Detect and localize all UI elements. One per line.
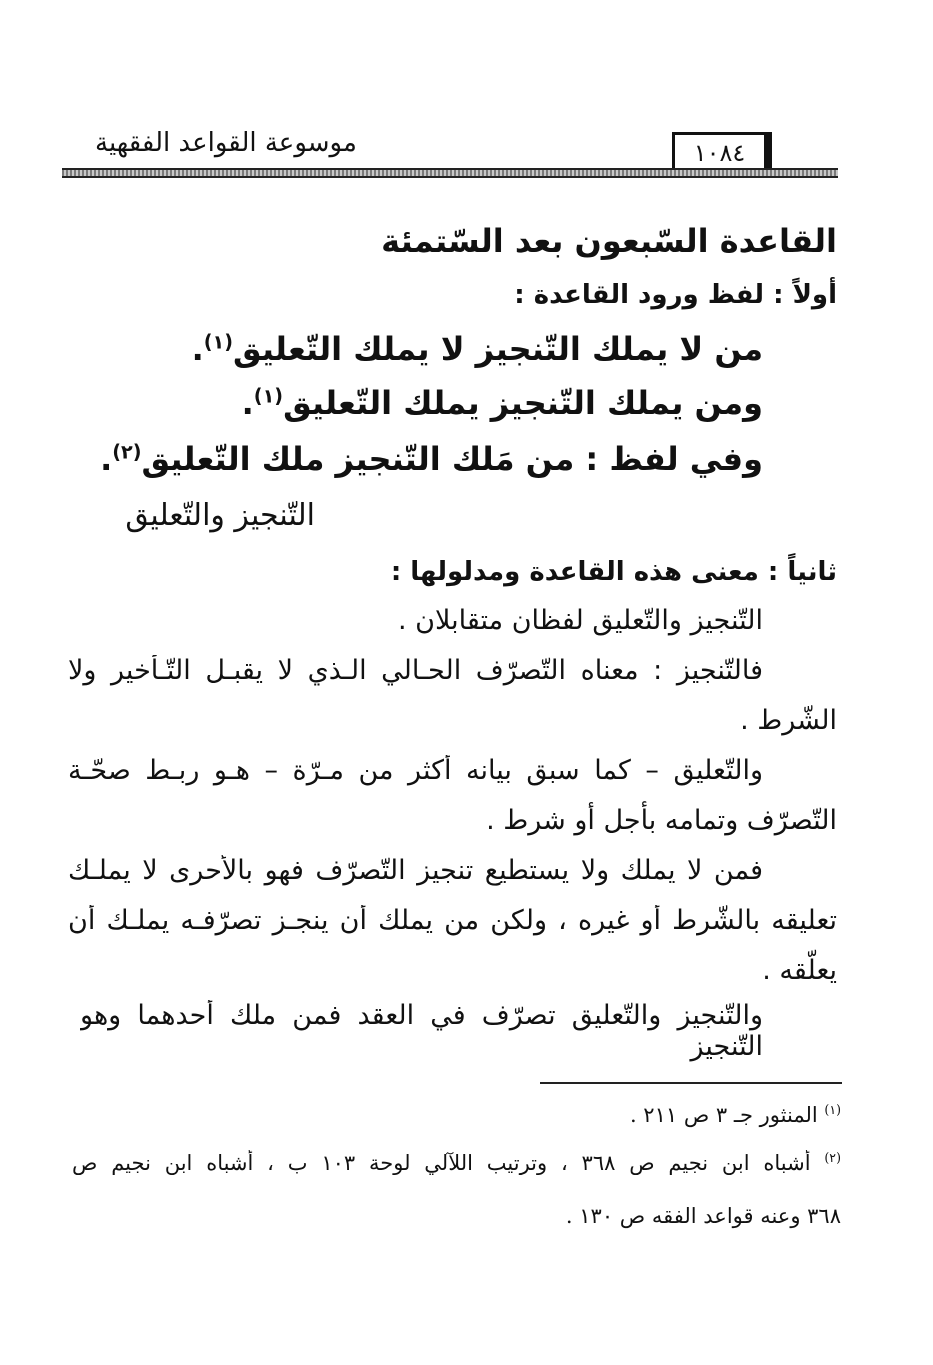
- footnote-marker: (١): [824, 1102, 841, 1117]
- rule-statement-1-end: .: [191, 330, 204, 368]
- footnote-1-text: المنثور جـ ٣ ص ٢١١ .: [629, 1103, 818, 1127]
- footnote-2: [72, 1150, 841, 1175]
- header-rule: [62, 168, 838, 178]
- rule-statement-2: [242, 384, 763, 422]
- body-line: يعلّقه .: [762, 955, 837, 986]
- section-heading-wording: أولاً : لفظ ورود القاعدة :: [514, 280, 837, 310]
- footnote-ref: (٢): [112, 440, 142, 464]
- footnote-2-continued: ٣٦٨ وعنه قواعد الفقه ص ١٣٠ .: [565, 1204, 841, 1228]
- subject-label: التّنجيز والتّعليق: [125, 498, 315, 533]
- footnote-ref: (١): [203, 330, 234, 354]
- rule-statement-3: [100, 440, 763, 478]
- body-line: التّنجيز والتّعليق لفظان متقابلان .: [398, 605, 763, 636]
- body-line: والتّعليق – كما سبق بيانه أكثر من مـرّة – هـو ربـط صحّـة: [68, 755, 763, 786]
- body-line: والتّنجيز والتّعليق تصرّف في العقد فمن ملك أحدهما وهو التّنجيز: [80, 1000, 763, 1062]
- footnote-separator: [540, 1082, 842, 1084]
- body-line: الشّرط .: [740, 705, 837, 736]
- body-line: فالتّنجيز : معناه التّصرّف الحـالي الـذي لا يقبـل التّـأخير ولا: [68, 655, 763, 686]
- body-line: التّصرّف وتمامه بأجل أو شرط .: [486, 805, 837, 836]
- running-header-title: موسوعة القواعد الفقهية: [95, 128, 357, 158]
- page-number: ١٠٨٤: [693, 139, 746, 167]
- rule-heading: القاعدة السّبعون بعد السّتمئة: [381, 222, 837, 260]
- rule-statement-3-end: .: [100, 440, 113, 478]
- body-line: تعليقه بالشّرط أو غيره ، ولكن من يملك أن ينجـز تصرّفـه يملـك أن: [68, 905, 837, 936]
- rule-statement-3-text: وفي لفظ : من مَلك التّنجيز ملك التّعليق: [141, 440, 763, 478]
- rule-statement-2-end: .: [241, 384, 254, 422]
- body-line: فمن لا يملك ولا يستطيع تنجيز التّصرّف فهو بالأحرى لا يملـك: [68, 855, 763, 886]
- rule-statement-2-text: ومن يملك التّنجيز يملك التّعليق: [283, 384, 763, 422]
- rule-statement-1-text: من لا يملك التّنجيز لا يملك التّعليق: [233, 330, 763, 368]
- footnote-marker: (٢): [824, 1150, 841, 1165]
- footnote-ref: (١): [253, 384, 284, 408]
- section-heading-meaning: ثانياً : معنى هذه القاعدة ومدلولها :: [390, 557, 837, 587]
- footnote-2-text: أشباه ابن نجيم ص ٣٦٨ ، وترتيب اللآلي لوحة ١٠٣ ب ، أشباه ابن نجيم ص: [72, 1151, 811, 1175]
- rule-statement-1: [192, 330, 763, 368]
- footnote-1: [630, 1102, 841, 1127]
